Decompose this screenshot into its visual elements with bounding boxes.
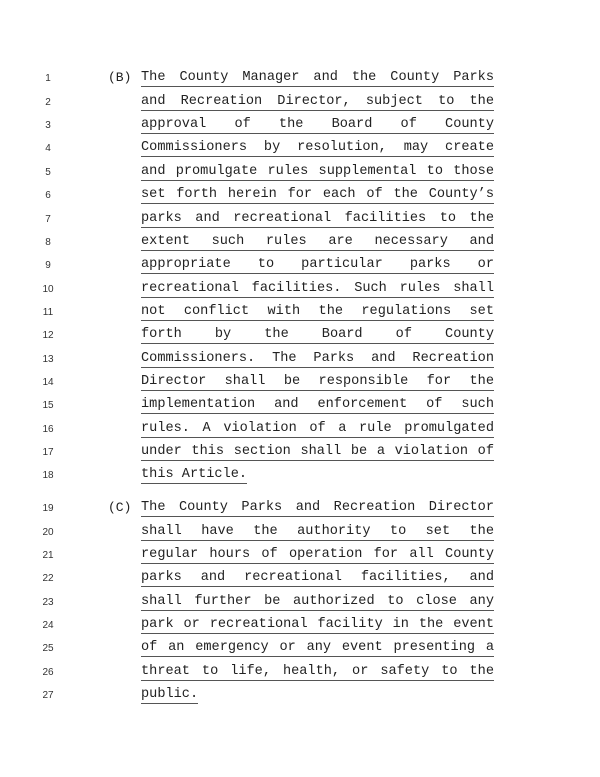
text-line: not conflict with the regulations set xyxy=(141,304,494,319)
section-marker-b: (B) xyxy=(108,70,132,85)
line-number: 4 xyxy=(45,143,51,154)
text-line: recreational facilities. Such rules shall xyxy=(141,281,494,296)
text-line: this Article. xyxy=(141,467,248,482)
section-marker-c: (C) xyxy=(108,500,132,515)
text-line: appropriate to particular parks or xyxy=(141,257,494,272)
text-line: of an emergency or any event presenting a xyxy=(141,640,494,655)
text-line: Director shall be responsible for the xyxy=(141,374,494,389)
text-line: implementation and enforcement of such xyxy=(141,397,494,412)
line-number: 24 xyxy=(42,620,54,631)
text-line: forth by the Board of County xyxy=(141,327,494,342)
text-line: park or recreational facility in the event xyxy=(141,617,494,632)
text-line: regular hours of operation for all County xyxy=(141,547,494,562)
line-number: 14 xyxy=(42,377,54,388)
line-number: 8 xyxy=(45,237,51,248)
line-number: 20 xyxy=(42,527,54,538)
text-line: public. xyxy=(141,687,199,702)
text-line: approval of the Board of County xyxy=(141,117,494,132)
text-line: shall have the authority to set the xyxy=(141,524,494,539)
line-number: 19 xyxy=(42,503,54,514)
text-line: Commissioners. The Parks and Recreation xyxy=(141,351,494,366)
line-number: 17 xyxy=(42,447,54,458)
text-line: set forth herein for each of the County’s xyxy=(141,187,494,202)
text-line: under this section shall be a violation of xyxy=(141,444,494,459)
text-line: and promulgate rules supplemental to those xyxy=(141,164,494,179)
line-number: 22 xyxy=(42,573,54,584)
line-number: 7 xyxy=(45,214,51,225)
text-line: Commissioners by resolution, may create xyxy=(141,140,494,155)
line-number: 21 xyxy=(42,550,54,561)
text-line: threat to life, health, or safety to the xyxy=(141,664,494,679)
line-number: 13 xyxy=(42,354,54,365)
line-number: 5 xyxy=(45,167,51,178)
line-number: 11 xyxy=(42,307,54,318)
text-line: rules. A violation of a rule promulgated xyxy=(141,421,494,436)
text-line: parks and recreational facilities to the xyxy=(141,211,494,226)
line-number: 25 xyxy=(42,643,54,654)
line-number: 1 xyxy=(45,73,51,84)
text-line: parks and recreational facilities, and xyxy=(141,570,494,585)
text-line: extent such rules are necessary and xyxy=(141,234,494,249)
line-number: 3 xyxy=(45,120,51,131)
text-line: shall further be authorized to close any xyxy=(141,594,494,609)
line-number: 10 xyxy=(42,284,54,295)
line-number: 18 xyxy=(42,470,54,481)
line-number: 12 xyxy=(42,330,54,341)
line-number: 15 xyxy=(42,400,54,411)
text-line: The County Parks and Recreation Director xyxy=(141,500,494,515)
line-number: 23 xyxy=(42,597,54,608)
line-number: 6 xyxy=(45,190,51,201)
line-number: 27 xyxy=(42,690,54,701)
text-line: The County Manager and the County Parks xyxy=(141,70,494,85)
line-number: 9 xyxy=(45,260,51,271)
line-number: 16 xyxy=(42,424,54,435)
line-number: 2 xyxy=(45,97,51,108)
line-number: 26 xyxy=(42,667,54,678)
text-line: and Recreation Director, subject to the xyxy=(141,94,494,109)
